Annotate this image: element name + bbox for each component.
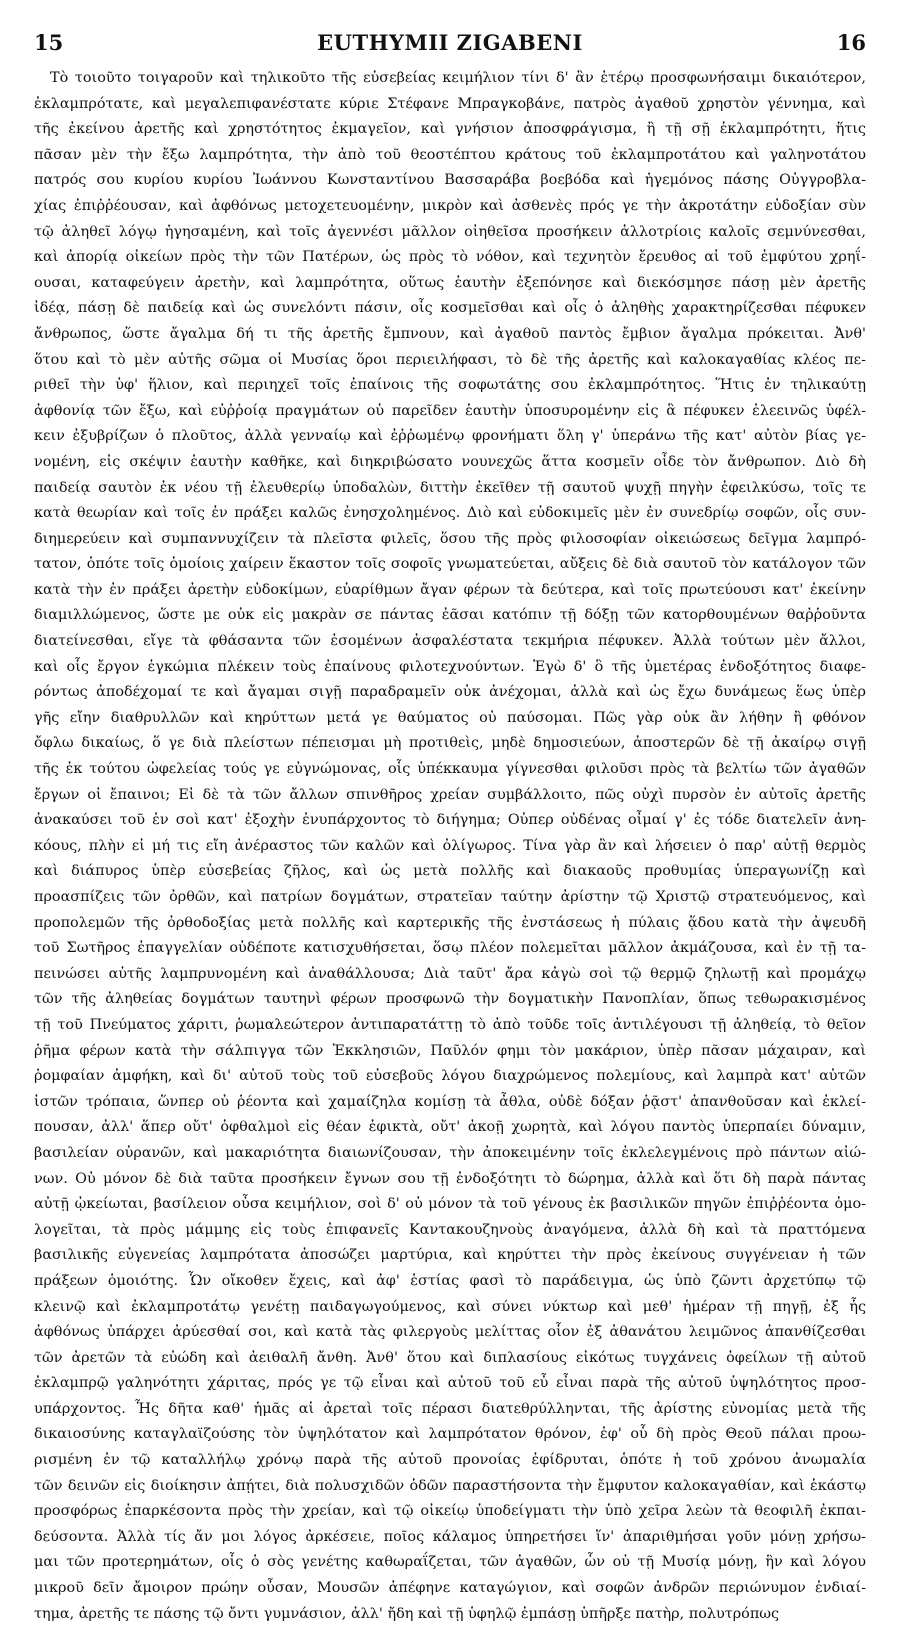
text-line: διαμιλλώμενος, ὥστε με οὐκ εἰς μακρὰν σε πάντας ἐᾶσαι κατόπιν τῇ δόξῃ τῶν κατορθουμένων θαῤῥοῦντα — [34, 607, 866, 624]
text-line: ἄνθρωπος, ὥστε ἄγαλμα δή τι τῆς ἀρετῆς ἔμπνουν, καὶ ἀγαθοῦ παντὸς ἔμβιον ἄγαλμα πρόκειται. Ἀνθ' — [34, 325, 866, 342]
text-line: ῥῆμα φέρων κατὰ τὴν σάλπιγγα τῶν Ἐκκλησιῶν, Παῦλόν φημι τὸν μακάριον, ὑπὲρ πᾶσαν μάχαιραν, καὶ — [34, 1042, 866, 1059]
text-line: ῥομφαίαν ἀμφήκη, καὶ δι' αὐτοῦ τοὺς τοῦ εὐσεβοῦς λόγου διαχρώμενος πολεμίους, καὶ λαμπρὰ κατ' αὐτῶν — [34, 1068, 866, 1085]
text-line: διατείνεσθαι, εἴγε τὰ φθάσαντα τῶν ἐσομένων ἀσφαλέστατα τεκμήρια πέφυκεν. Ἀλλὰ τούτων μὲν ἄλλοι, — [34, 633, 866, 650]
text-line: πράξεων ὁμοιότης. Ὧν οἴκοθεν ἔχεις, καὶ ἀφ' ἑστίας φασὶ τὸ παράδειγμα, ὡς ὑπὸ ζῶντι ἀρχετύπῳ τῷ — [34, 1272, 866, 1289]
text-line: πεινώσει αὐτῆς λαμπρυνομένη καὶ ἀναθάλλουσα; Διὰ ταῦτ' ἄρα κἀγὼ σοὶ τῷ θερμῷ ζηλωτῇ καὶ προμάχῳ — [34, 965, 866, 982]
text-line: ριθεῖ τὴν ὑφ' ἥλιον, καὶ περιηχεῖ τοῖς ἐπαίνοις τῆς σοφωτάτης σου ἐκλαμπρότητος. Ἥτις ἐν τηλικαύτῃ — [34, 377, 866, 394]
text-line: τῇ τοῦ Πνεύματος χάριτι, ῥωμαλεώτερον ἀντιπαρατάττῃ τὸ ἀπὸ τοῦδε τοῖς ἀντιλέγουσι τῇ ἀληθείᾳ, τὸ θεῖον — [34, 1016, 866, 1033]
text-line: ὅτου καὶ τὸ μὲν αὐτῆς σῶμα οἱ Μυσίας ὅροι περιειλήφασι, τὸ δὲ τῆς ἀρετῆς καὶ καλοκαγαθίας κλέος πε- — [34, 351, 866, 368]
text-line: προασπίζεις τῶν ὀρθῶν, καὶ πατρίων δογμάτων, στρατεῖαν ταύτην ἀρίστην τῷ Χριστῷ στρατευόμενος, καὶ — [34, 889, 866, 905]
running-title: EUTHYMII ZIGABENI — [317, 30, 583, 55]
text-line: πουσαν, ἀλλ' ἅπερ οὔτ' ὀφθαλμοὶ εἰς θέαν ἐφικτὰ, οὔτ' ἀκοῇ χωρητὰ, καὶ λόγου παντὸς ὑπερπαίει δύναμιν, — [34, 1119, 866, 1136]
text-line: γῆς εἴην διαθρυλλῶν καὶ κηρύττων μετά γε θαύματος οὐ παύσομαι. Πῶς γὰρ οὐκ ἂν λήθην ἢ φθόνον — [34, 709, 866, 726]
text-line: κατὰ τὴν ἐν πράξει ἀρετὴν εὐδοκίμων, εὐαρίθμων ἄγαν φέρων τὰ δεύτερα, καὶ τοῖς πρωτεύουσι κατ' ἐκείνην — [34, 581, 866, 598]
text-line: ἐκλαμπρότατε, καὶ μεγαλεπιφανέστατε κύριε Στέφανε Μπραγκοβάνε, πατρὸς ἀγαθοῦ χρηστὸν γέννημα, καὶ — [34, 95, 866, 112]
text-line: νων. Οὐ μόνον δὲ διὰ ταῦτα προσήκειν ἔγνων σου τῇ ἐνδοξότητι τὸ δώρημα, ἀλλὰ καὶ ὅτι δὴ παρὰ πάντας — [34, 1170, 866, 1187]
text-line: κόους, πλὴν εἰ μή τις εἴη ἀνέραστος τῶν καλῶν καὶ ὀλίγωρος. Τίνα γὰρ ἂν καὶ λήσειεν ὁ παρ' αὐτῇ θερμὸς — [34, 837, 866, 854]
text-line: ρισμένη ἐν τῷ καταλλήλῳ χρόνῳ παρὰ τῆς αὐτοῦ προνοίας ἐφίδρυται, ὁπότε ἡ τοῦ χρόνου ἀνωμαλία — [34, 1452, 866, 1469]
text-line: δεύσοντα. Ἀλλὰ τίς ἄν μοι λόγος ἀρκέσειε, ποῖος κάλαμος ὑπηρετήσει ἵν' ἀπαριθμήσαι γοῦν μόνῃ χρήσω- — [34, 1528, 866, 1545]
text-line: τῆς ἐκ τούτου ὠφελείας τούς γε εὐγνώμονας, οἷς ὑπέκκαυμα γίγνεσθαι φιλοῦσι πρὸς τὰ βελτίω τῶν ἀγαθῶν — [34, 761, 866, 778]
text-line: λογεῖται, τὰ πρὸς μάμμης εἰς τοὺς ἐπιφανεῖς Καντακουζηνοὺς ἀναγόμενα, ἀλλὰ δὴ καὶ τὰ πραττόμενα — [34, 1221, 866, 1238]
text-line: ἀφθόνως ὑπάρχει ἀρύεσθαί σοι, καὶ κατὰ τὰς φιλεργοὺς μελίττας οἷον ἐξ ἀθανάτου λειμῶνος ἀπανθίζεσθαι — [34, 1324, 866, 1341]
text-line: ἱστῶν τρόπαια, ὥνπερ οὐ ῥέοντα καὶ χαμαίζηλα κομίσῃ τὰ ἆθλα, οὐδὲ δόξαν ῥᾷστ' ἀπανθοῦσαν καὶ ἐκλεί- — [34, 1093, 866, 1110]
text-line: ἔργων οἱ ἔπαινοι; Εἰ δὲ τὰ τῶν ἄλλων σπινθῆρος χρείαν συμβάλλοιτο, πῶς οὐχὶ πυρσὸν ἐν αὐτοῖς ἀρετῆς — [34, 786, 866, 803]
text-line: ὄφλω δικαίως, ὅ γε διὰ πλείστων πέπεισμαι μὴ προτιθεὶς, μηδὲ δημοσιεύων, ἀποστερῶν δὲ τῇ ἀκαίρῳ σιγῇ — [34, 735, 866, 752]
text-line: διημερεύειν καὶ συμπαννυχίζειν τὰ πλεῖστα φιλεῖς, ὅσου τῆς πρὸς φιλοσοφίαν οἰκειώσεως δεῖγμα λαμπρό- — [34, 530, 866, 547]
text-line: κειν ἐξυβρίζων ὁ πλοῦτος, ἀλλὰ γενναίῳ καὶ ἐῤῥωμένῳ φρονήματι ὅλη γ' ὑπεράνω τῆς κατ' αὐτὸν βίας γε- — [34, 428, 866, 445]
text-line: δικαιοσύνης καταγλαϊζούσης τὸν ὑψηλότατον καὶ λαμπρότατον θρόνον, ἐφ' οὗ δὴ πρὸς Θεοῦ πάλαι προω- — [34, 1426, 866, 1443]
text-line: χίας ἐπιῤῥέουσαν, καὶ ἀφθόνως μετοχετευομένην, μικρὸν καὶ ἀσθενὲς πρός γε τὴν ἀκροτάτην εὐδοξίαν σὺν — [34, 197, 866, 214]
text-line: παιδείᾳ σαυτὸν ἐκ νέου τῇ ἐλευθερίῳ ὑποδαλὼν, διττὴν ἐκεῖθεν τῇ σαυτοῦ ψυχῇ πηγὴν ἐφειλκύσω, τοῖς τε — [34, 479, 866, 496]
text-line: μαι τῶν προτερημάτων, οἷς ὁ σὸς γενέτης καθωραΐζεται, τῶν ἀγαθῶν, ὧν οὐ τῇ Μυσίᾳ μόνῃ, ἣν καὶ λόγου — [34, 1554, 866, 1571]
text-line: τημα, ἀρετῆς τε πάσης τῷ ὄντι γυμνάσιον, ἀλλ' ἤδη καὶ τῇ ὑφηλῷ ἐμπάσῃ ὑπῆρξε πατὴρ, πολυτρόπως — [34, 1605, 780, 1622]
text-line: μικροῦ δεῖν ἄμοιρον πρώην οὖσαν, Μουσῶν ἀπέφηνε καταγώγιον, καὶ σοφῶν ἀνδρῶν περιώνυμον ἐνδιαί- — [34, 1580, 866, 1597]
text-line: πατρός σου κυρίου κυρίου Ἰωάννου Κωνσταντίνου Βασσαράβα βοεβόδα καὶ ἡγεμόνος πάσης Οὐγγροβλα- — [34, 172, 866, 189]
text-line: καὶ διάπυρος ὑπὲρ εὐσεβείας ζῆλος, καὶ ὡς μετὰ πολλῆς καὶ διακαοῦς προθυμίας ὑπεραγωνίζῃ καὶ — [34, 863, 866, 880]
text-line: αὐτῇ ᾠκείωται, βασίλειον οὖσα κειμήλιον, σοὶ δ' οὐ μόνον τὰ τοῦ γένους ἐκ βασιλικῶν πηγῶν ἐπιῤῥέοντα ὁμο- — [34, 1196, 866, 1213]
text-line: υπάρχοντος. Ἧς δῆτα καθ' ἡμᾶς αἱ ἀρεταὶ τοῖς πέρασι διατεθρύλληνται, τῆς ἀρίστης εὐνομίας μετὰ τῆς — [34, 1400, 866, 1417]
text-line: ἐκλαμπρῷ γαληνότητι χάριτας, πρός γε τῷ εἶναι καὶ αὐτοῦ τοῦ εὖ εἶναι παρὰ τῆς αὐτοῦ ὑψηλότητος προσ- — [34, 1375, 866, 1392]
text-line: τῶν τῆς ἀληθείας δογμάτων ταυτηνὶ φέρων προσφωνῶ τὴν δογματικὴν Πανοπλίαν, ὅπως τεθωρακισμένος — [34, 991, 866, 1008]
text-line: τῆς ἐκείνου ἀρετῆς καὶ χρηστότητος ἐκμαγεῖον, καὶ γνήσιον ἀποσφράγισμα, ἢ τῇ σῇ ἐκλαμπρότητι, ἥτις — [34, 121, 866, 138]
text-line: πᾶσαν μὲν τὴν ἔξω λαμπρότητα, τὴν ἀπὸ τοῦ θεοστέπτου κράτους τοῦ ἐκλαμπροτάτου καὶ γαληνοτάτου — [34, 146, 866, 163]
text-line: τῶν ἀρετῶν τὰ εὐώδη καὶ ἀειθαλῆ ἄνθη. Ἀνθ' ὅτου καὶ διπλασίους εἰκότως τυγχάνεις ὀφείλων τῇ αὐτοῦ — [34, 1349, 866, 1366]
text-line: ουσαι, καταφεύγειν ἀρετὴν, καὶ λαμπρότητα, οὕτως ἑαυτὴν ἐξεπόνησε καὶ διεκόσμησε πάσῃ μὲν ἀρετῆς — [34, 274, 866, 291]
text-line: τατον, ὁπότε τοῖς ὁμοίοις χαίρειν ἕκαστον τοῖς σοφοῖς γνωματεύεται, αὔξεις δὲ διὰ σαυτοῦ τὸν κατάλογον τῶν — [34, 556, 866, 573]
text-line: βασιλικῆς εὐγενείας λαμπρότατα ἀποσώζει μαρτύρια, καὶ κηρύττει τὴν πρὸς ἐκείνους συγγένειαν ἡ τῶν — [34, 1247, 866, 1264]
page-number-right: 16 — [836, 30, 866, 55]
text-line: κλεινῷ καὶ ἐκλαμπροτάτῳ γενέτῃ παιδαγωγούμενος, καὶ σύνει νύκτωρ καὶ μεθ' ἡμέραν τῇ πηγῇ, ἐξ ἧς — [34, 1298, 866, 1315]
text-line: τῷ ἀληθεῖ λόγῳ ἡγησαμένη, καὶ τοῖς ἀγεννέσι μᾶλλον οἰηθεῖσα προσήκειν ἀλλοτρίοις καλοῖς σεμνύνεσθαι, — [34, 223, 866, 240]
text-line: καὶ οἷς ἔργον ἐγκώμια πλέκειν τοὺς ἐπαίνους φιλοτεχνούντων. Ἐγὼ δ' ὃ τῆς ὑμετέρας ἐνδοξότητος διαφε- — [34, 658, 866, 675]
page-number-left: 15 — [34, 30, 64, 55]
text-line: ἀφθονίᾳ τῶν ἔξω, καὶ εὐῤῥοίᾳ πραγμάτων οὐ παρεῖδεν ἑαυτὴν ὑποσυρομένην εἰς ἃ πέφυκεν ἐλεεινῶς ὑφέλ- — [34, 402, 866, 419]
text-line: τοῦ Σωτῆρος ἐπαγγελίαν οὐδέποτε κατισχυθήσεται, ὅσῳ πλέον πολεμεῖται μᾶλλον ἀκμάζουσα, καὶ ἐν τῇ τα- — [34, 940, 866, 957]
text-line: ἰδέᾳ, πάσῃ δὲ παιδείᾳ καὶ ὡς συνελόντι πάσιν, οἷς κοσμεῖσθαι καὶ οἷς ὁ ἀληθὴς χαρακτηρίζεσθαι πέφυκεν — [34, 300, 866, 317]
text-line: κατὰ θεωρίαν καὶ τοῖς ἐν πράξει καλῶς ἐνησχολημένος. Διὸ καὶ εὐδοκιμεῖς μὲν ἐν συνεδρίῳ σοφῶν, οἷς συν- — [34, 505, 866, 522]
text-line: ἀνακαύσει τοῦ ἐν σοὶ κατ' ἐξοχὴν ἐνυπάρχοντος τὸ διήγημα; Οὐπερ οὐδένας οἶμαί γ' ἐς τόδε διατελεῖν ἀνη- — [34, 812, 866, 829]
text-line: προσφόρως ἐπαρκέσοντα πρὸς τὴν χρείαν, καὶ τῷ οἰκείῳ ὑποδείγματι τὴν ὑπὸ χεῖρα λεὼν τὰ θεοφιλῆ ἐκπαι- — [34, 1503, 866, 1520]
text-line: νομένη, εἰς σκέψιν ἑαυτὴν καθῆκε, καὶ διηκριβώσατο νουνεχῶς ἅττα κοσμεῖν οἶδε τὸν ἄνθρωπον. Διὸ δὴ — [34, 453, 866, 470]
body-text — [34, 66, 866, 1627]
text-line: ρόντως ἀποδέχομαί τε καὶ ἄγαμαι σιγῇ παραδραμεῖν οὐκ ἀνέχομαι, ἀλλὰ καὶ ὡς ἔχω δυνάμεως ἕως ὑπὲρ — [34, 684, 866, 701]
text-line: προπολεμῶν τῆς ὀρθοδοξίας μετὰ πολλῆς καὶ καρτερικῆς τῆς ἐνστάσεως ἡ πύλαις ᾅδου κατὰ τὴν ἀψευδῆ — [34, 914, 866, 931]
text-line: βασιλείαν οὐρανῶν, καὶ μακαριότητα διαιωνίζουσαν, τὴν ἀποκειμένην τοῖς ἐκλελεγμένοις πρὸ πάντων αἰώ- — [34, 1144, 866, 1161]
text-line: Τὸ τοιοῦτο τοιγαροῦν καὶ τηλικοῦτο τῆς εὐσεβείας κειμήλιον τίνι δ' ἂν ἑτέρῳ προσφωνήσαιμι δικαιότερον, — [50, 70, 866, 86]
text-line: καὶ ἀπορίᾳ οἰκείων πρὸς τὴν τῶν Πατέρων, ὡς πρὸς τὸ νόθον, καὶ τεχνητὸν ἔρευθος αἱ τοῦ ἐμφύτου χρηΐ- — [34, 249, 866, 266]
running-header — [34, 30, 866, 60]
text-line: τῶν δεινῶν εἰς διοίκησιν ἀπῄτει, διὰ πολυσχιδῶν ὁδῶν παραστήσοντα τὴν ἔμφυτον καλοκαγαθίαν, καὶ ἑκάστῳ — [34, 1477, 866, 1494]
